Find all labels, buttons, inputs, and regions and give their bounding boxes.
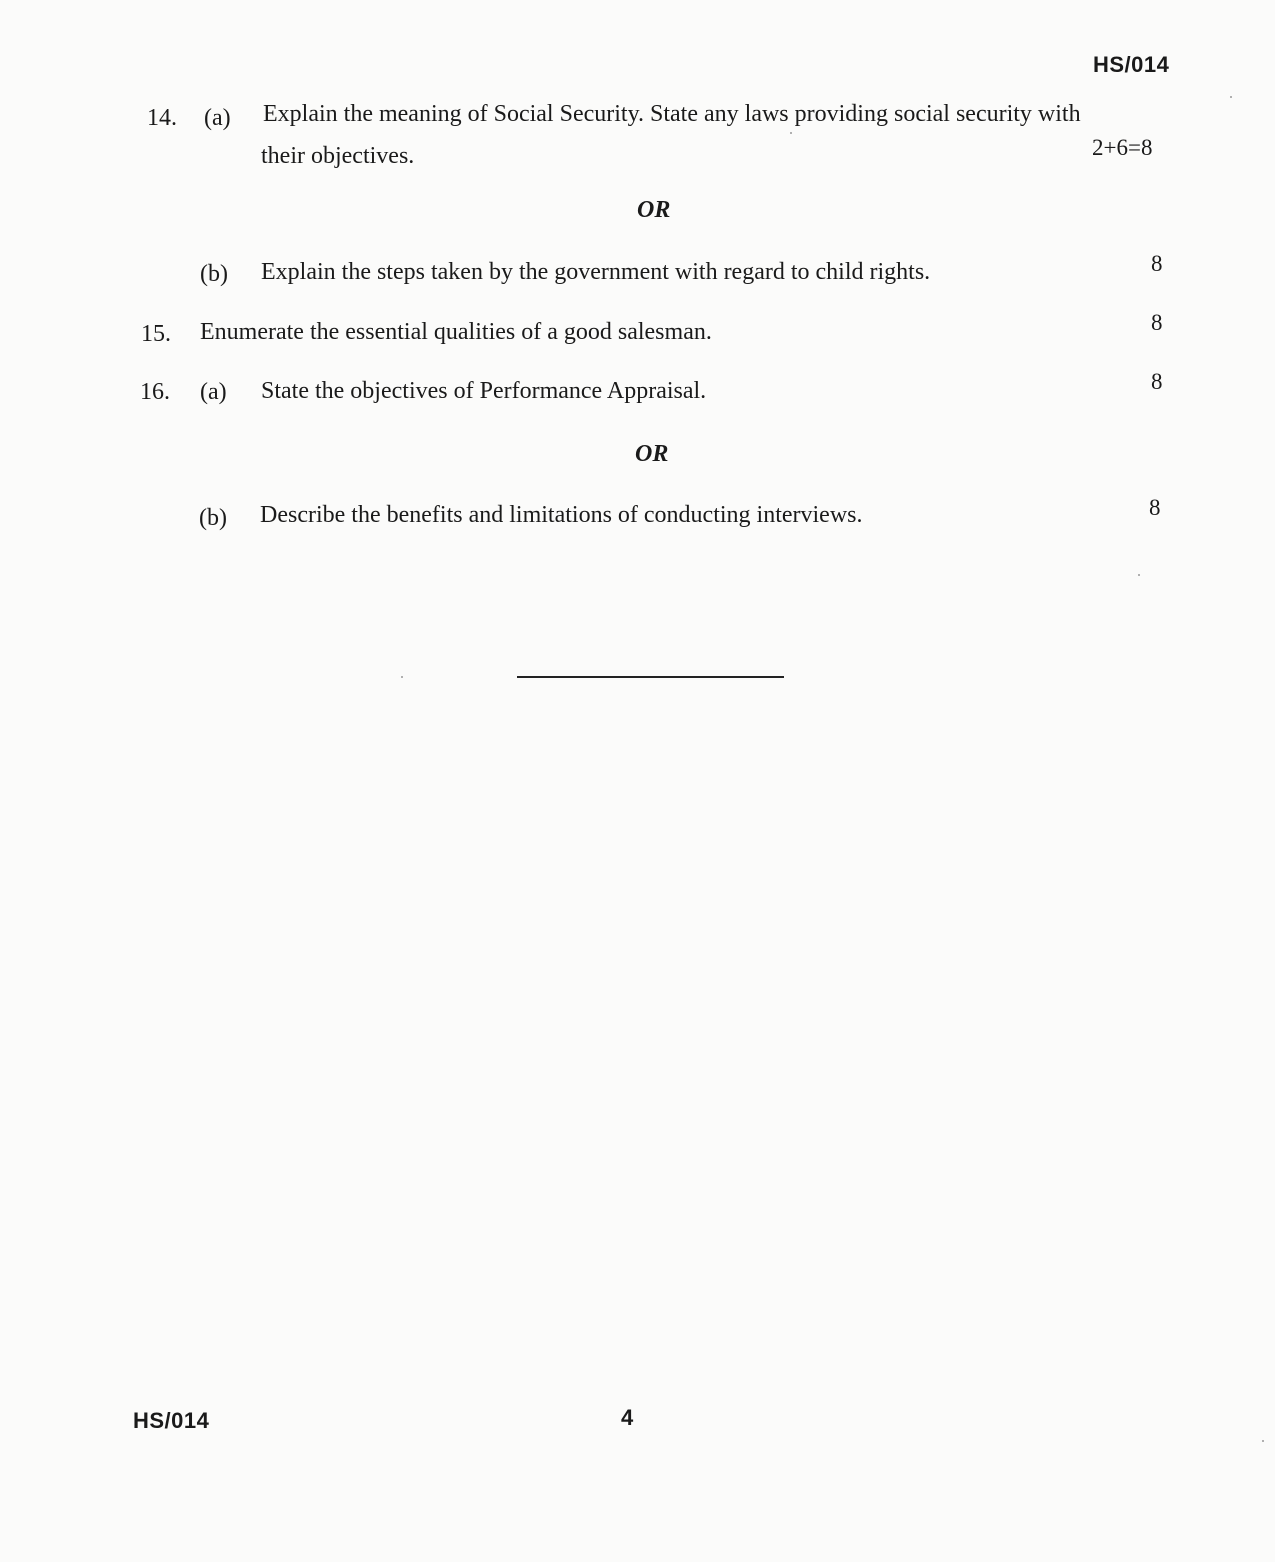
q16b-marks: 8 [1149,495,1161,520]
q14b-text: Explain the steps taken by the government with regard to child rights. [261,259,931,285]
footer-page-number: 4 [621,1405,634,1430]
q15-number: 15. [141,321,171,347]
q16b-label: (b) [199,505,227,531]
q16b-text: Describe the benefits and limitations of conducting interviews. [260,502,863,528]
scan-speck [401,676,403,678]
scan-speck [1230,96,1232,98]
q14a-label: (a) [204,105,231,131]
scan-speck [1138,574,1140,576]
q16-number: 16. [140,379,170,405]
q15-marks: 8 [1151,310,1163,335]
q15-text: Enumerate the essential qualities of a good salesman. [200,319,712,345]
q14b-label: (b) [200,261,228,287]
q14a-text-line2: their objectives. [261,143,415,169]
q14b-marks: 8 [1151,251,1163,276]
header-paper-code: HS/014 [1093,52,1170,77]
q16a-marks: 8 [1151,369,1163,394]
end-of-paper-rule [517,676,784,678]
q16-or-separator: OR [635,441,669,467]
q14a-marks: 2+6=8 [1092,135,1153,160]
scan-speck [790,132,792,134]
q14a-text-line1: Explain the meaning of Social Security. State any laws providing social security with [263,101,1081,127]
scan-speck [1262,1440,1264,1442]
footer-paper-code: HS/014 [133,1408,210,1433]
q16a-text: State the objectives of Performance Appraisal. [261,378,707,404]
q14-or-separator: OR [637,197,671,223]
q16a-label: (a) [200,379,227,405]
q14-number: 14. [147,105,177,131]
